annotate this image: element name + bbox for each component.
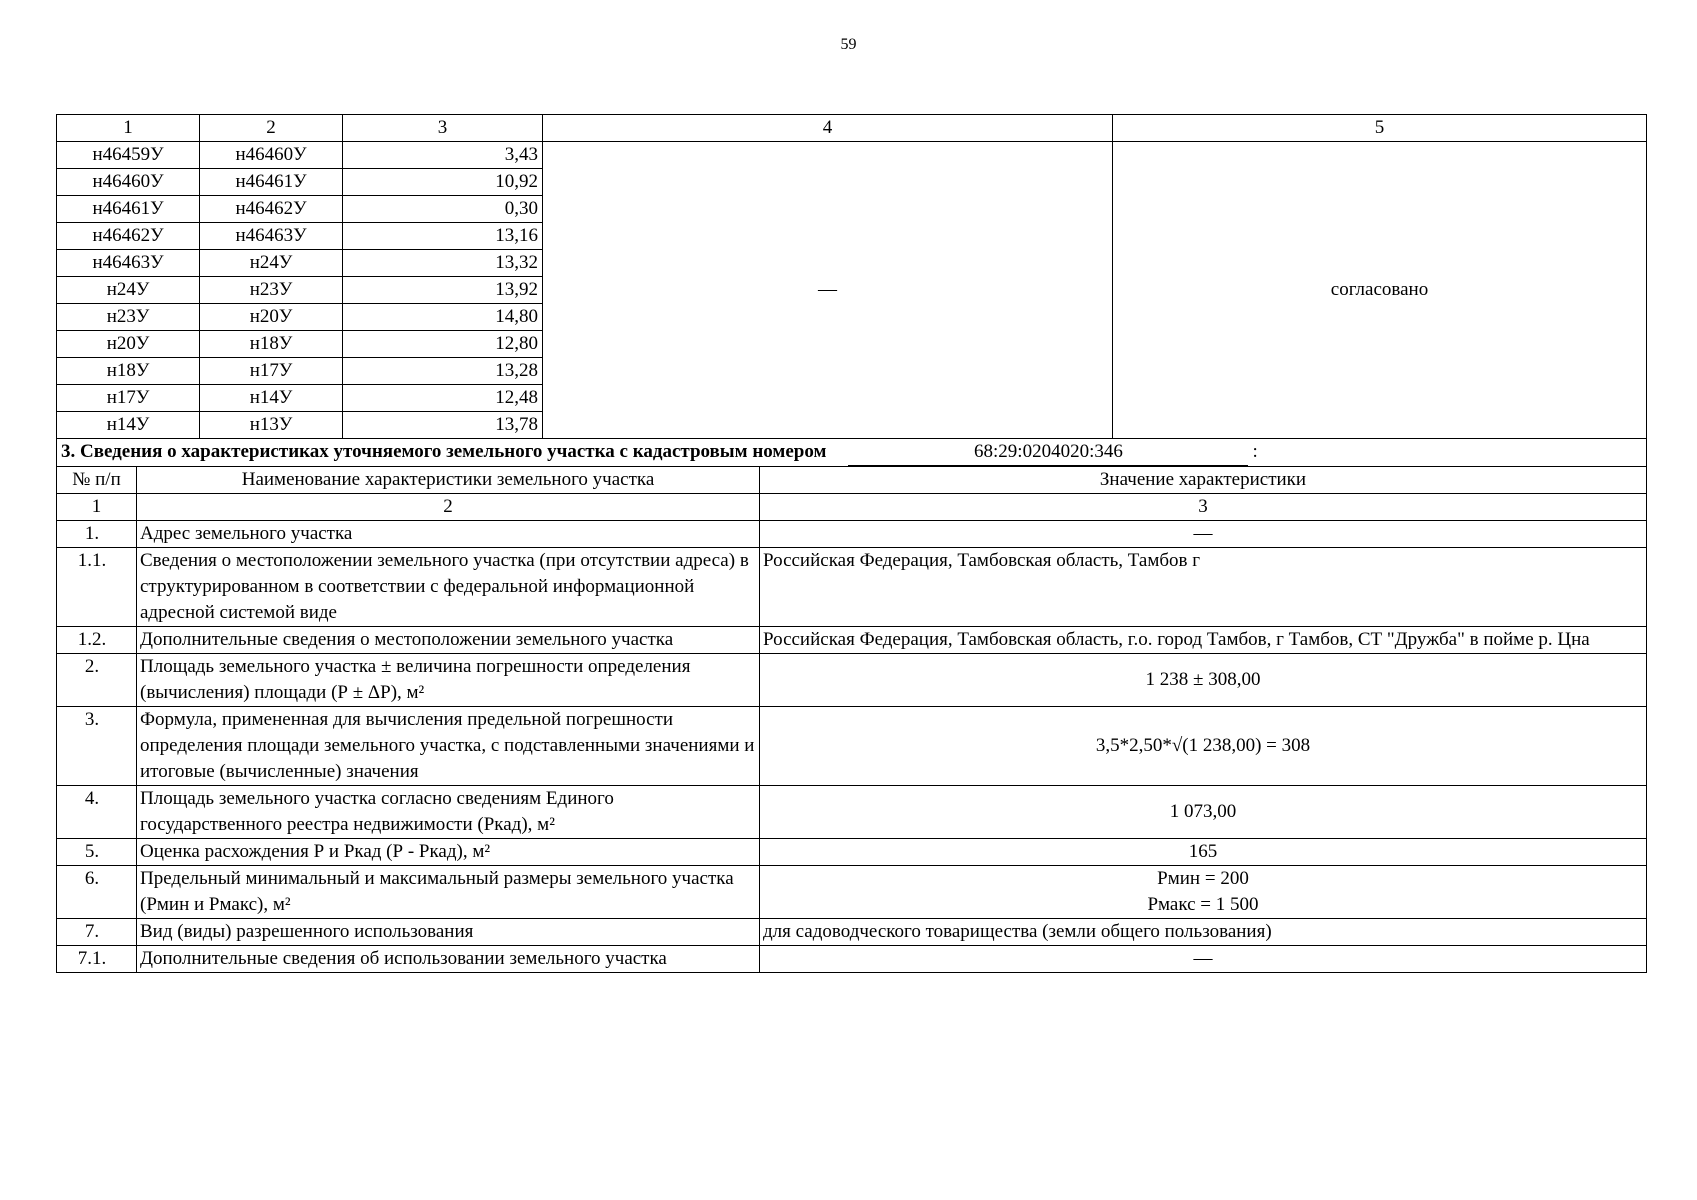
segment-row (57, 142, 1647, 169)
segment-from: н23У (57, 304, 200, 331)
header-row (57, 466, 1647, 493)
segment-length: 12,80 (343, 331, 543, 358)
segment-length: 12,48 (343, 385, 543, 412)
segment-from: н17У (57, 385, 200, 412)
segment-length: 0,30 (343, 196, 543, 223)
characteristic-row (57, 653, 1647, 706)
characteristic-row (57, 547, 1647, 626)
section-3-title-row (57, 439, 1647, 467)
characteristic-row (57, 785, 1647, 838)
characteristic-value: — (760, 520, 1647, 547)
characteristic-row (57, 918, 1647, 945)
column-number: 4 (543, 115, 1113, 142)
segment-from: н20У (57, 331, 200, 358)
characteristic-number: 3. (57, 706, 137, 785)
segment-from: н46459У (57, 142, 200, 169)
characteristic-value: 1 073,00 (760, 785, 1647, 838)
characteristic-number: 4. (57, 785, 137, 838)
characteristic-name: Дополнительные сведения о местоположении земельного участка (137, 626, 760, 653)
characteristic-row (57, 838, 1647, 865)
characteristic-row (57, 865, 1647, 918)
characteristic-number: 5. (57, 838, 137, 865)
segment-length: 13,78 (343, 412, 543, 439)
value-line: Рмакс = 1 500 (1147, 893, 1259, 915)
characteristic-number: 1. (57, 520, 137, 547)
column-number-row (57, 115, 1647, 142)
characteristic-name: Сведения о местоположении земельного участка (при отсутствии адреса) в структурированном в соответствии с федеральной информационной адресной системой виде (137, 547, 760, 626)
column-number: 3 (760, 493, 1647, 520)
page-number: 59 (840, 36, 857, 53)
value-line: Рмин = 200 (1157, 867, 1249, 889)
characteristic-name: Предельный минимальный и максимальный размеры земельного участка (Рмин и Рмакс), м² (137, 865, 760, 918)
segment-from: н24У (57, 277, 200, 304)
characteristic-value: 3,5*2,50*√(1 238,00) = 308 (760, 706, 1647, 785)
characteristic-name: Площадь земельного участка согласно сведениям Единого государственного реестра недвижимости (Ркад), м² (137, 785, 760, 838)
characteristic-number: 7.1. (57, 945, 137, 972)
characteristic-number: 7. (57, 918, 137, 945)
header-name: Наименование характеристики земельного участка (137, 466, 760, 493)
segment-status: согласовано (1113, 142, 1647, 439)
segment-to: н23У (200, 277, 343, 304)
segment-length: 13,32 (343, 250, 543, 277)
segment-to: н46460У (200, 142, 343, 169)
column-number: 1 (57, 493, 137, 520)
column-number: 1 (57, 115, 200, 142)
title-colon: : (1252, 441, 1258, 462)
header-number: № п/п (57, 466, 137, 493)
characteristic-value: — (760, 945, 1647, 972)
characteristic-value: 1 238 ± 308,00 (760, 653, 1647, 706)
segment-length: 13,28 (343, 358, 543, 385)
characteristic-number: 2. (57, 653, 137, 706)
characteristic-name: Площадь земельного участка ± величина погрешности определения (вычисления) площади (Р ± ΔР), м² (137, 653, 760, 706)
segment-to: н18У (200, 331, 343, 358)
header-value: Значение характеристики (760, 466, 1647, 493)
characteristics-table (56, 466, 1647, 973)
characteristic-row (57, 520, 1647, 547)
characteristic-value (760, 865, 1647, 918)
characteristic-row (57, 706, 1647, 785)
characteristic-number: 1.1. (57, 547, 137, 626)
characteristic-value: для садоводческого товарищества (земли общего пользования) (760, 918, 1647, 945)
characteristic-value: Российская Федерация, Тамбовская область, Тамбов г (760, 547, 1647, 626)
characteristic-name: Вид (виды) разрешенного использования (137, 918, 760, 945)
characteristic-name: Дополнительные сведения об использовании земельного участка (137, 945, 760, 972)
segment-length: 14,80 (343, 304, 543, 331)
segment-to: н13У (200, 412, 343, 439)
characteristic-row (57, 626, 1647, 653)
characteristic-name: Адрес земельного участка (137, 520, 760, 547)
column-number: 2 (200, 115, 343, 142)
characteristic-name: Оценка расхождения Р и Ркад (Р - Ркад), м² (137, 838, 760, 865)
segment-to: н14У (200, 385, 343, 412)
segment-from: н46462У (57, 223, 200, 250)
segment-length: 3,43 (343, 142, 543, 169)
column-number: 3 (343, 115, 543, 142)
document-body (56, 114, 1646, 973)
column-number: 2 (137, 493, 760, 520)
column-number-row (57, 493, 1647, 520)
cadastral-number: 68:29:0204020:346 (848, 439, 1248, 466)
characteristic-number: 1.2. (57, 626, 137, 653)
segment-to: н46463У (200, 223, 343, 250)
characteristic-row (57, 945, 1647, 972)
segment-to: н46461У (200, 169, 343, 196)
characteristic-value: 165 (760, 838, 1647, 865)
column-number: 5 (1113, 115, 1647, 142)
segment-from: н46461У (57, 196, 200, 223)
segment-col4-value: — (543, 142, 1113, 439)
segment-length: 10,92 (343, 169, 543, 196)
segment-to: н20У (200, 304, 343, 331)
characteristic-name: Формула, примененная для вычисления предельной погрешности определения площади земельного участка, с подставленными значениями и итоговые (вычисленные) значения (137, 706, 760, 785)
segment-to: н24У (200, 250, 343, 277)
segment-to: н17У (200, 358, 343, 385)
segment-length: 13,16 (343, 223, 543, 250)
boundary-segments-table (56, 114, 1647, 467)
segment-from: н46460У (57, 169, 200, 196)
segment-from: н14У (57, 412, 200, 439)
characteristic-number: 6. (57, 865, 137, 918)
segment-length: 13,92 (343, 277, 543, 304)
section-3-title: 3. Сведения о характеристиках уточняемого земельного участка с кадастровым номером (61, 441, 827, 462)
segment-from: н18У (57, 358, 200, 385)
segment-from: н46463У (57, 250, 200, 277)
characteristic-value: Российская Федерация, Тамбовская область, г.о. город Тамбов, г Тамбов, СТ "Дружба" в пойме р. Цна (760, 626, 1647, 653)
segment-to: н46462У (200, 196, 343, 223)
